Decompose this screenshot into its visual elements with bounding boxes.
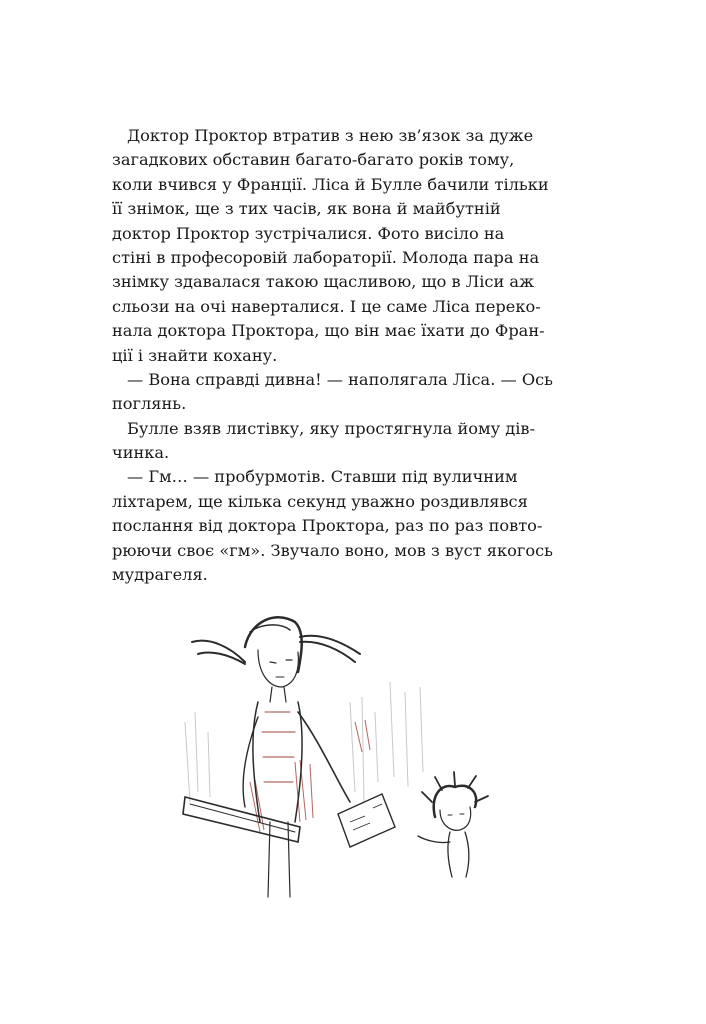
text-line: загадкових обставин багато-багато років тому, [112,150,515,170]
text-line: знімку здавалася такою щасливою, що в Ліси аж [112,272,534,292]
text-line: ції і знайти кохану. [112,345,278,365]
girl-figure [183,617,360,897]
text-line: сльози на очі наверталися. І це саме Ліса переко- [112,296,541,316]
text-line: чинка. [112,443,170,463]
text-line: Доктор Проктор втратив з нею зв’язок за дуже [127,126,534,145]
body-text [112,124,552,587]
text-line: послання від доктора Проктора, раз по раз повто- [112,516,543,536]
boy-figure [418,772,488,877]
text-line: нала доктора Проктора, що він має їхати до Фран- [112,321,545,341]
text-line: мудрагеля. [112,565,208,585]
pencil-illustration [150,592,560,902]
text-line: ліхтарем, ще кілька секунд уважно роздивлявся [112,491,528,511]
text-line: Булле взяв листівку, яку простягнула йому дів- [127,418,535,438]
postcard [338,794,395,847]
text-line: доктор Проктор зустрічалися. Фото висіло на [112,223,505,243]
text-line: рюючи своє «гм». Звучало воно, мов з вуст якогось [112,540,553,560]
background-scribbles [185,682,423,802]
text-line: — Вона справді дивна! — наполягала Ліса. — Ось [127,369,553,389]
text-line: коли вчився у Франції. Ліса й Булле бачили тільки [112,174,549,194]
text-line: поглянь. [112,394,187,414]
text-line: стіні в професоровій лабораторії. Молода пара на [112,247,540,267]
text-line: — Гм… — пробурмотів. Ставши під вуличним [127,467,518,487]
text-line: її знімок, ще з тих часів, як вона й майбутній [112,199,501,219]
